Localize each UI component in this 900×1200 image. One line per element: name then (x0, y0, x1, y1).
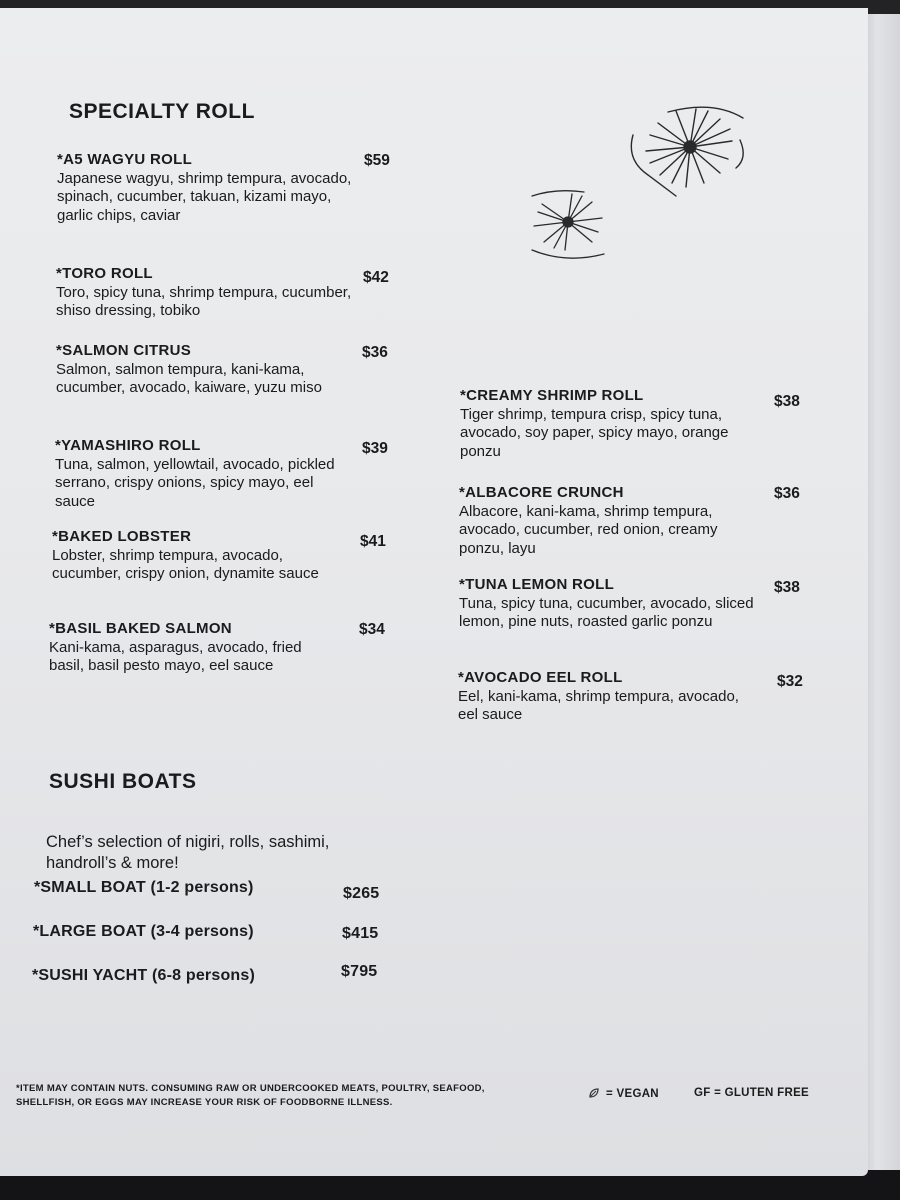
specialty-roll-heading: SPECIALTY ROLL (69, 100, 255, 123)
vegan-legend (588, 1087, 659, 1100)
sea-urchin-sketch-icon (628, 100, 753, 205)
item-price: $38 (774, 393, 800, 410)
item-price: $38 (774, 579, 800, 596)
item-price: $34 (359, 621, 385, 638)
item-description: Tuna, salmon, yellowtail, avocado, pickled serrano, crispy onions, spicy mayo, eel sauce (55, 455, 335, 510)
item-description: Tiger shrimp, tempura crisp, spicy tuna, avocado, soy paper, spicy mayo, orange ponzu (460, 405, 729, 460)
sushi-boats-intro: Chef’s selection of nigiri, rolls, sashimi, handroll’s & more! (46, 833, 330, 872)
item-name: *TUNA LEMON ROLL (459, 576, 615, 593)
item-name: *SALMON CITRUS (56, 342, 192, 359)
item-description: Kani-kama, asparagus, avocado, fried basil, basil pesto mayo, eel sauce (49, 638, 302, 674)
item-name: *BAKED LOBSTER (52, 528, 192, 545)
boat-price: $265 (343, 885, 380, 902)
boat-price: $795 (341, 963, 378, 980)
menu-item-baked-lobster (52, 528, 332, 584)
item-price: $36 (774, 485, 800, 502)
leaf-icon (588, 1087, 600, 1099)
sea-urchin-sketch-icon (526, 184, 612, 264)
menu-item-avocado-eel-roll (458, 669, 748, 725)
gluten-free-legend: GF = GLUTEN FREE (694, 1087, 810, 1099)
allergy-disclaimer: *ITEM MAY CONTAIN NUTS. CONSUMING RAW OR UNDERCOOKED MEATS, POULTRY, SEAFOOD, SHELLFISH, OR EGGS MAY INCREASE YOUR RISK OF FOODBORNE ILLNESS. (16, 1083, 485, 1108)
item-name: *A5 WAGYU ROLL (57, 151, 193, 168)
item-description: Salmon, salmon tempura, kani-kama, cucumber, avocado, kaiware, yuzu miso (56, 360, 322, 396)
item-name: *CREAMY SHRIMP ROLL (460, 387, 644, 404)
item-name: *AVOCADO EEL ROLL (458, 669, 623, 686)
menu-item-salmon-citrus (56, 342, 346, 398)
item-description: Tuna, spicy tuna, cucumber, avocado, sliced lemon, pine nuts, roasted garlic ponzu (459, 594, 754, 630)
menu-item-a5-wagyu-roll (57, 151, 357, 225)
item-description: Lobster, shrimp tempura, avocado, cucumber, crispy onion, dynamite sauce (52, 546, 319, 582)
boat-item-yacht: *SUSHI YACHT (6-8 persons) (32, 967, 256, 984)
item-name: *TORO ROLL (56, 265, 153, 282)
item-name: *ALBACORE CRUNCH (459, 484, 624, 501)
item-price: $39 (362, 440, 388, 457)
menu-item-basil-baked-salmon (49, 620, 329, 676)
sushi-boats-heading: SUSHI BOATS (49, 770, 197, 793)
item-price: $36 (362, 344, 388, 361)
menu-page (0, 8, 868, 1176)
menu-item-albacore-crunch (459, 484, 759, 558)
item-description: Eel, kani-kama, shrimp tempura, avocado, eel sauce (458, 687, 739, 723)
vegan-legend-label: = VEGAN (606, 1088, 659, 1100)
menu-item-yamashiro-roll (55, 437, 345, 511)
item-description: Japanese wagyu, shrimp tempura, avocado, spinach, cucumber, takuan, kizami mayo, garlic chips, caviar (57, 169, 352, 224)
item-description: Toro, spicy tuna, shrimp tempura, cucumber, shiso dressing, tobiko (56, 283, 352, 319)
item-price: $59 (364, 152, 390, 169)
menu-item-creamy-shrimp-roll (460, 387, 760, 461)
item-price: $42 (363, 269, 389, 286)
item-description: Albacore, kani-kama, shrimp tempura, avocado, cucumber, red onion, creamy ponzu, layu (459, 502, 718, 557)
menu-item-tuna-lemon-roll (459, 576, 759, 632)
boat-item-small: *SMALL BOAT (1-2 persons) (34, 879, 254, 896)
menu-item-toro-roll (56, 265, 356, 321)
item-name: *YAMASHIRO ROLL (55, 437, 201, 454)
boat-price: $415 (342, 925, 379, 942)
boat-item-large: *LARGE BOAT (3-4 persons) (33, 923, 254, 940)
item-price: $32 (777, 673, 803, 690)
item-name: *BASIL BAKED SALMON (49, 620, 232, 637)
item-price: $41 (360, 533, 386, 550)
